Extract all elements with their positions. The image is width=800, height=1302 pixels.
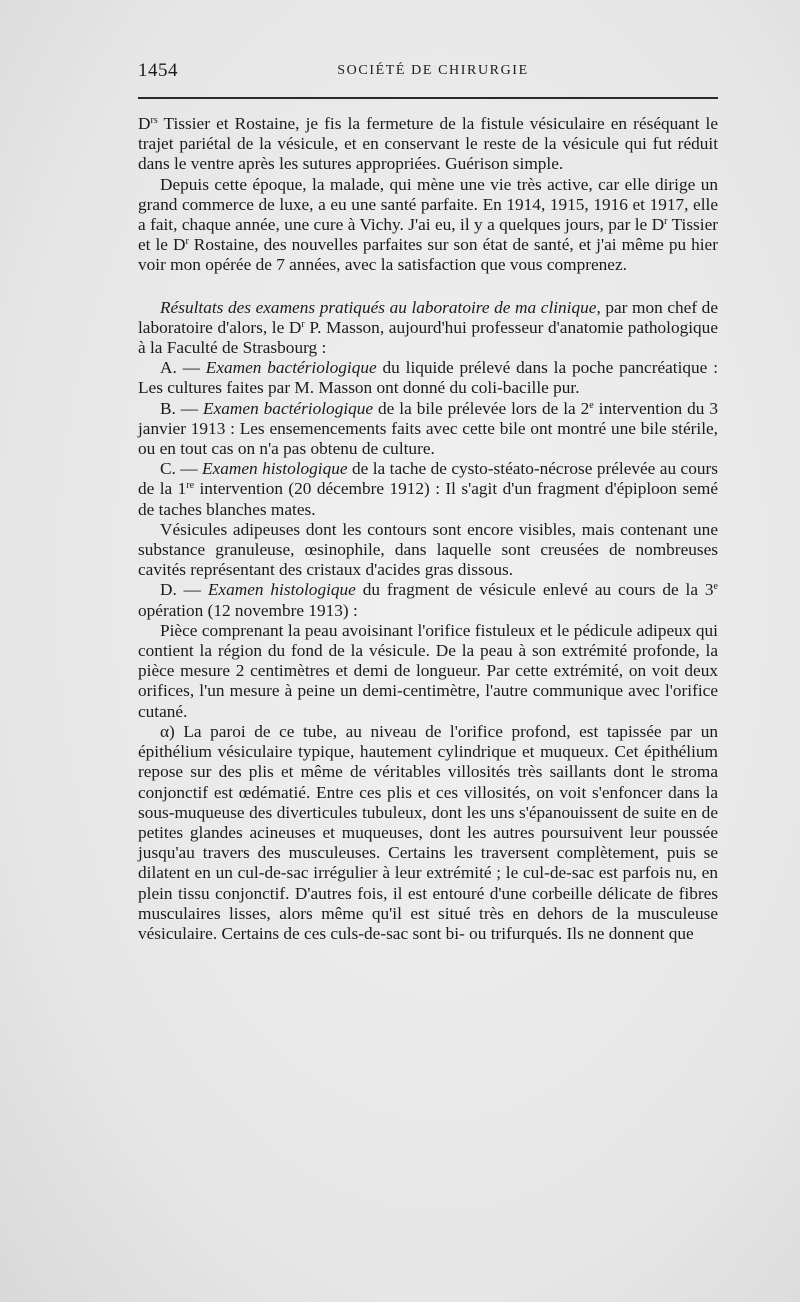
italic-run: Examen bactériologique — [205, 358, 377, 378]
superscript: e — [713, 581, 718, 593]
text-run: Tissier et Rostaine, je fis la fermeture de la fistule vésiculaire en réséquant le trajet pariétal de la vésicule, et en conservant le reste de la vésicule qui fut réduit dans le ventre après les sutures appropriées. Guérison simple. — [138, 114, 718, 174]
superscript: r — [301, 318, 305, 330]
text-run: de la tache de cysto-stéato-nécrose prélevée au cours de la 1 — [138, 459, 718, 499]
text-run: Tissier et le D — [138, 215, 718, 255]
superscript: re — [186, 480, 195, 492]
paragraph — [138, 399, 718, 460]
paragraph — [138, 298, 718, 359]
paragraph — [138, 175, 718, 276]
text-run: Depuis cette époque, la malade, qui mène une vie très active, car elle dirige un grand commerce de luxe, a eu une santé parfaite. En 1914, 1915, 1916 et 1917, elle a fait, chaque année, une cure à Vichy. J'ai eu, il y a quelques jours, par le D — [138, 174, 718, 235]
text-run: du fragment de vésicule enlevé au cours de la 3 — [355, 580, 714, 600]
page-header — [138, 60, 718, 82]
text-run: C. — — [160, 459, 203, 479]
header-rule — [138, 97, 718, 99]
text-run: P. Masson, aujourd'hui professeur d'anatomie pathologique à la Faculté de Strasbourg : — [138, 317, 718, 358]
text-run: Pièce comprenant la peau avoisinant l'orifice fistuleux et le pédicule adipeux qui contient la région du fond de la vésicule. De la peau à son extrémité profonde, la pièce mesure 2 centimètres et demi de longueur. Par cette extrémité, on voit deux orifices, l'un mesure à peine un demi-centimètre, l'autre communique avec l'orifice cutané. — [138, 620, 718, 721]
text-run: B. — — [160, 398, 204, 418]
paragraph — [138, 358, 718, 398]
paragraph — [138, 722, 718, 944]
text-run: D — [138, 114, 151, 133]
text-run: du liquide prélevé dans la poche pancréatique : Les cultures faites par M. Masson ont donné du coli-bacille pur. — [138, 358, 718, 398]
text-run: Vésicules adipeuses dont les contours sont encore visibles, mais contenant une substance granuleuse, œsinophile, dans laquelle sont creusées de nombreuses cavités représentant des cristaux d'acides gras dissous. — [138, 519, 718, 580]
paragraph — [138, 580, 718, 620]
paragraph — [138, 114, 718, 175]
superscript: r — [185, 236, 189, 248]
paragraph — [138, 621, 718, 722]
italic-heading: Résultats des examens pratiqués au laboratoire de ma clinique — [160, 297, 597, 317]
text-run: A. — — [160, 358, 206, 378]
running-title: SOCIÉTÉ DE CHIRURGIE — [337, 63, 529, 78]
italic-run: Examen histologique — [202, 459, 348, 479]
paragraph — [138, 459, 718, 520]
text-run: intervention (20 décembre 1912) : Il s'agit d'un fragment d'épiploon semé de taches blanches mates. — [138, 479, 718, 519]
body-text — [138, 114, 718, 944]
text-run: α) La paroi de ce tube, au niveau de l'orifice profond, est tapissée par un épithélium vésiculaire typique, hautement cylindrique et muqueux. Cet épithélium repose sur des plis et même de véritables villosités très saillants dont le stroma conjonctif est œdématié. Entre ces plis et ces villosités, on voit s'enfoncer dans la sous-muqueuse des diverticules tubuleux, dont les uns s'épanouissent de suite en de petites glandes acineuses et muqueuses, dont les autres poursuivent leur poussée jusqu'au travers des musculeuses. Certains les traversent complètement, puis se dilatent en un cul-de-sac irrégulier à leur extrémité ; le cul-de-sac est parfois nu, en plein tissu conjonctif. D'autres fois, il est entouré d'une corbeille délicate de fibres musculaires lisses, alors même qu'il est situé très en dehors de la musculeuse vésiculaire. Certains de ces culs-de-sac sont bi- ou trifurqués. Ils ne donnent que — [138, 721, 718, 943]
superscript: r — [664, 216, 668, 228]
italic-run: Examen bactériologique — [203, 398, 374, 418]
text-run: opération (12 novembre 1913) : — [138, 600, 358, 620]
text-run: D. — — [160, 580, 208, 600]
superscript: e — [589, 399, 594, 411]
italic-run: Examen histologique — [207, 580, 356, 600]
text-run: de la bile prélevée lors de la 2 — [373, 398, 590, 418]
text-run: , par mon chef de laboratoire d'alors, le D — [138, 297, 718, 337]
paragraph — [138, 520, 718, 581]
page-number: 1454 — [138, 60, 178, 81]
superscript: rs — [150, 115, 158, 126]
text-run: intervention du 3 janvier 1913 : Les ensemencements faits avec cette bile ont montré une bile stérile, ou en tout cas on n'a pas obtenu de culture. — [138, 398, 719, 459]
text-run: Rostaine, des nouvelles parfaites sur son état de santé, et j'ai même pu hier voir mon opérée de 7 années, avec la satisfaction que vous comprenez. — [138, 235, 718, 275]
